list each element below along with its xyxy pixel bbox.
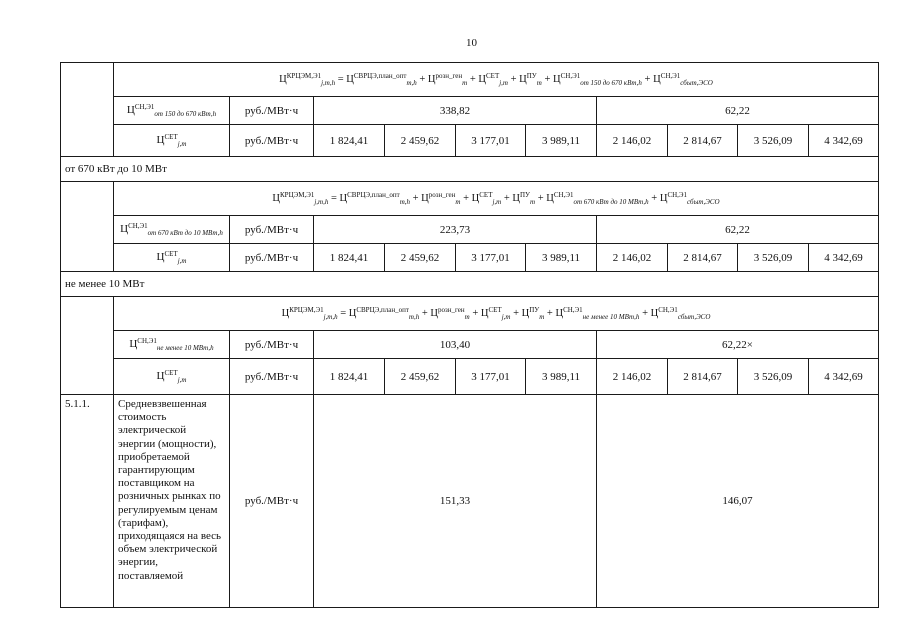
- unit-cell: руб./МВт·ч: [230, 244, 314, 272]
- value-cell: 3 526,09: [738, 125, 809, 157]
- section-header: не менее 10 МВт: [61, 272, 879, 297]
- value-cell: 2 814,67: [668, 125, 738, 157]
- blank-number-cell: [61, 297, 114, 395]
- value-cell: 2 459,62: [385, 244, 456, 272]
- network-row: [61, 125, 879, 157]
- value-cell: 146,07: [597, 395, 879, 608]
- value-cell: 2 146,02: [597, 125, 668, 157]
- value-cell: 2 814,67: [668, 244, 738, 272]
- unit-cell: руб./МВт·ч: [230, 359, 314, 395]
- blank-number-cell: [61, 182, 114, 272]
- value-cell: 1 824,41: [314, 244, 385, 272]
- value-cell: 3 989,11: [526, 244, 597, 272]
- formula-cell: $Ц^{КРЦЭМ,Э1}_{j,m,h} = Ц^{СВРЦЭ,план\_опт}_{m,h} + Ц^{розн\_ген}_m + Ц^{СЕТ}_{j,m} + Ц^{ПУ}_m + Ц^{СН,Э1}_{от 150 до 670 кВт,h} + Ц^{СН,Э1}_{сбыт,ЭСО}$: [114, 63, 879, 97]
- value-cell: 3 177,01: [456, 244, 526, 272]
- tariff-table: [60, 62, 879, 608]
- value-cell: 62,22: [597, 216, 879, 244]
- value-cell: 3 989,11: [526, 359, 597, 395]
- item-description: Средневзвешенная стоимость электрической энергии (мощности), приобретаемой гарантирующим поставщиком на розничных рынках по регулируемым ценам (тарифам), приходящаяся на весь объем электрической энергии, поставляемой: [114, 395, 230, 608]
- value-cell: 4 342,69: [809, 125, 879, 157]
- value-cell: 3 989,11: [526, 125, 597, 157]
- formula-row: [61, 182, 879, 216]
- item-row: [61, 395, 879, 608]
- symbol-cell: $Ц^{СН,Э1}_{от 670 кВт до 10 МВт,h}$: [114, 216, 230, 244]
- value-cell: 3 526,09: [738, 359, 809, 395]
- unit-cell: руб./МВт·ч: [230, 395, 314, 608]
- value-cell: 3 526,09: [738, 244, 809, 272]
- value-cell: 3 177,01: [456, 359, 526, 395]
- component-row: [61, 331, 879, 359]
- section-header-row: [61, 157, 879, 182]
- value-cell: 4 342,69: [809, 244, 879, 272]
- section-header-row: [61, 272, 879, 297]
- value-cell: 62,22×: [597, 331, 879, 359]
- blank-number-cell: [61, 63, 114, 157]
- section-header: от 670 кВт до 10 МВт: [61, 157, 879, 182]
- value-cell: 1 824,41: [314, 359, 385, 395]
- value-cell: 2 814,67: [668, 359, 738, 395]
- symbol-cell: $Ц^{СН,Э1}_{от 150 до 670 кВт,h}$: [114, 97, 230, 125]
- page-number: 10: [466, 37, 477, 49]
- item-number: 5.1.1.: [61, 395, 114, 608]
- unit-cell: руб./МВт·ч: [230, 125, 314, 157]
- symbol-cell: $Ц^{СЕТ}_{j,m}$: [114, 244, 230, 272]
- network-row: [61, 244, 879, 272]
- value-cell: 338,82: [314, 97, 597, 125]
- unit-cell: руб./МВт·ч: [230, 97, 314, 125]
- component-row: [61, 216, 879, 244]
- value-cell: 2 459,62: [385, 125, 456, 157]
- formula-cell: $Ц^{КРЦЭМ,Э1}_{j,m,h} = Ц^{СВРЦЭ,план\_опт}_{m,h} + Ц^{розн\_ген}_m + Ц^{СЕТ}_{j,m} + Ц^{ПУ}_m + Ц^{СН,Э1}_{не менее 10 МВт,h} + Ц^{СН,Э1}_{сбыт,ЭСО}$: [114, 297, 879, 331]
- value-cell: 1 824,41: [314, 125, 385, 157]
- value-cell: 223,73: [314, 216, 597, 244]
- formula-row: [61, 297, 879, 331]
- unit-cell: руб./МВт·ч: [230, 331, 314, 359]
- component-row: [61, 97, 879, 125]
- value-cell: 2 459,62: [385, 359, 456, 395]
- value-cell: 151,33: [314, 395, 597, 608]
- symbol-cell: $Ц^{СЕТ}_{j,m}$: [114, 125, 230, 157]
- value-cell: 2 146,02: [597, 359, 668, 395]
- symbol-cell: $Ц^{СН,Э1}_{не менее 10 МВт,h}$: [114, 331, 230, 359]
- formula-row: [61, 63, 879, 97]
- value-cell: 4 342,69: [809, 359, 879, 395]
- symbol-cell: $Ц^{СЕТ}_{j,m}$: [114, 359, 230, 395]
- value-cell: 2 146,02: [597, 244, 668, 272]
- network-row: [61, 359, 879, 395]
- value-cell: 103,40: [314, 331, 597, 359]
- value-cell: 3 177,01: [456, 125, 526, 157]
- unit-cell: руб./МВт·ч: [230, 216, 314, 244]
- value-cell: 62,22: [597, 97, 879, 125]
- formula-cell: $Ц^{КРЦЭМ,Э1}_{j,m,h} = Ц^{СВРЦЭ,план\_опт}_{m,h} + Ц^{розн\_ген}_m + Ц^{СЕТ}_{j,m} + Ц^{ПУ}_m + Ц^{СН,Э1}_{от 670 кВт до 10 МВт,h} + Ц^{СН,Э1}_{сбыт,ЭСО}$: [114, 182, 879, 216]
